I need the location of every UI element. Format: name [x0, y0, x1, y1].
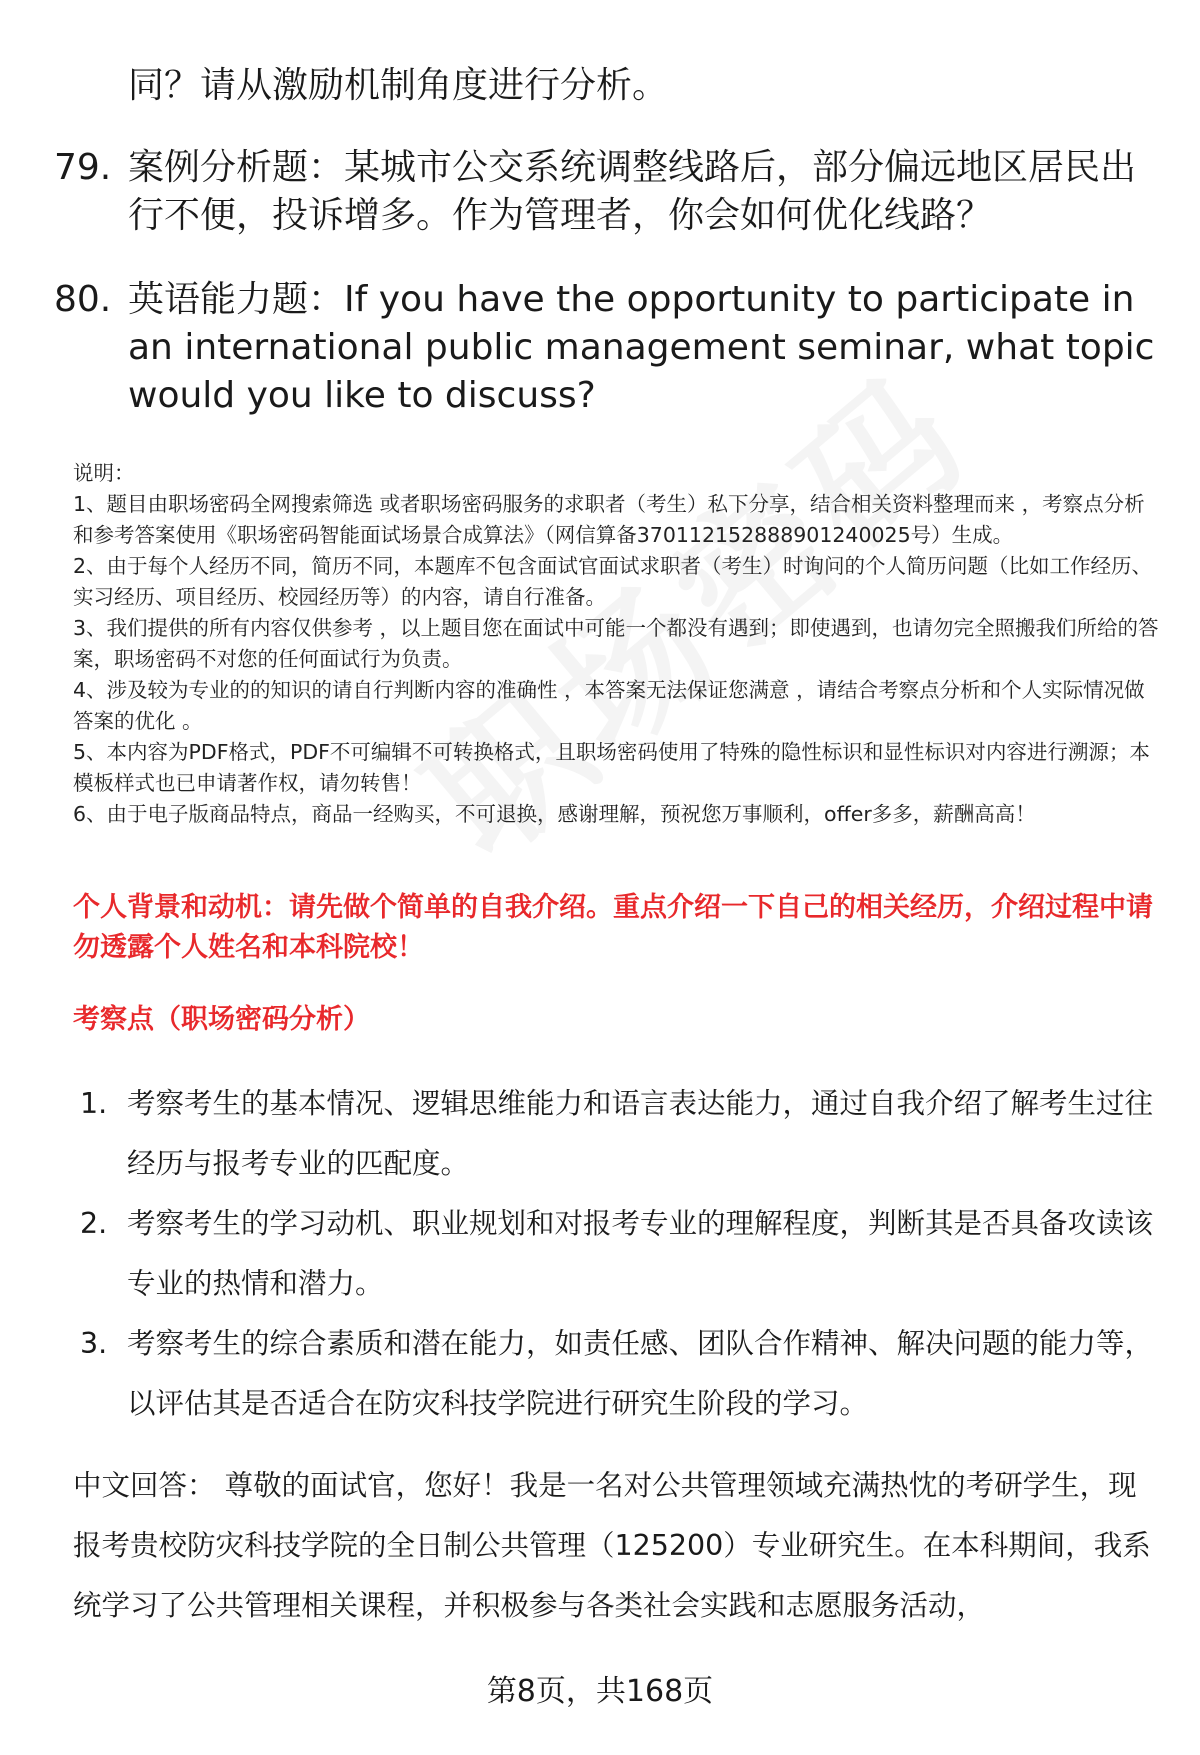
note-item: 6、由于电子版商品特点，商品一经购买，不可退换，感谢理解，预祝您万事顺利，offer多多，薪酬高高！ — [73, 802, 1036, 826]
notes-title: 说明： — [73, 461, 135, 485]
question-text: 案例分析题：某城市公交系统调整线路后，部分偏远地区居民出行不便，投诉增多。作为管理者，你会如何优化线路？ — [128, 147, 1137, 236]
question-item — [54, 144, 1164, 240]
kaochadian-heading: 考察点（职场密码分析） — [73, 1004, 370, 1035]
page-footer: 第8页，共168页 — [486, 1674, 714, 1709]
note-item: 5、本内容为PDF格式，PDF不可编辑不可转换格式，且职场密码使用了特殊的隐性标识和显性标识对内容进行溯源；本模板样式也已申请著作权，请勿转售！ — [73, 740, 1150, 795]
kaochadian-text: 考察考生的综合素质和潜在能力，如责任感、团队合作精神、解决问题的能力等，以评估其是否适合在防灾科技学院进行研究生阶段的学习。 — [127, 1327, 1154, 1420]
question-number: 80. — [54, 279, 112, 320]
notes-section — [73, 458, 1163, 830]
kaochadian-text: 考察考生的学习动机、职业规划和对报考专业的理解程度，判断其是否具备攻读该专业的热情和潜力。 — [127, 1207, 1154, 1300]
kaochadian-number: 1. — [80, 1087, 108, 1120]
answer-paragraph — [73, 1456, 1163, 1636]
note-item: 3、我们提供的所有内容仅供参考 ，以上题目您在面试中可能一个都没有遇到；即使遇到，也请勿完全照搬我们所给的答案，职场密码不对您的任何面试行为负责。 — [73, 616, 1159, 671]
kaochadian-item — [80, 1194, 1160, 1314]
kaochadian-item — [80, 1074, 1160, 1194]
question-number: 79. — [54, 147, 112, 188]
kaochadian-number: 3. — [80, 1327, 108, 1360]
kaochadian-list — [80, 1074, 1160, 1434]
note-item: 2、由于每个人经历不同，简历不同，本题库不包含面试官面试求职者（考生）时询问的个人简历问题（比如工作经历、实习经历、项目经历、校园经历等）的内容，请自行准备。 — [73, 554, 1153, 609]
question-continuation: 同？请从激励机制角度进行分析。 — [128, 65, 669, 106]
kaochadian-item — [80, 1314, 1160, 1434]
question-text: 英语能力题：If you have the opportunity to participate in an international public management seminar, what topic would you like to discuss? — [128, 279, 1155, 416]
kaochadian-number: 2. — [80, 1207, 108, 1240]
question-item — [54, 276, 1164, 420]
note-item: 4、涉及较为专业的的知识的请自行判断内容的准确性 ，本答案无法保证您满意 ，请结合考察点分析和个人实际情况做答案的优化 。 — [73, 678, 1145, 733]
kaochadian-text: 考察考生的基本情况、逻辑思维能力和语言表达能力，通过自我介绍了解考生过往经历与报考专业的匹配度。 — [127, 1087, 1154, 1180]
note-item: 1、题目由职场密码全网搜索筛选 或者职场密码服务的求职者（考生）私下分享，结合相关资料整理而来 ，考察点分析和参考答案使用《职场密码智能面试场景合成算法》（网信算备370112152888901240025号）生成。 — [73, 492, 1145, 547]
answer-label: 中文回答： — [73, 1469, 216, 1502]
answer-text: 尊敬的面试官，您好！我是一名对公共管理领域充满热忱的考研学生，现报考贵校防灾科技学院的全日制公共管理（125200）专业研究生。在本科期间，我系统学习了公共管理相关课程，并积极参与各类社会实践和志愿服务活动， — [73, 1469, 1151, 1622]
background-heading: 个人背景和动机：请先做个简单的自我介绍。重点介绍一下自己的相关经历，介绍过程中请勿透露个人姓名和本科院校！ — [73, 892, 1153, 963]
